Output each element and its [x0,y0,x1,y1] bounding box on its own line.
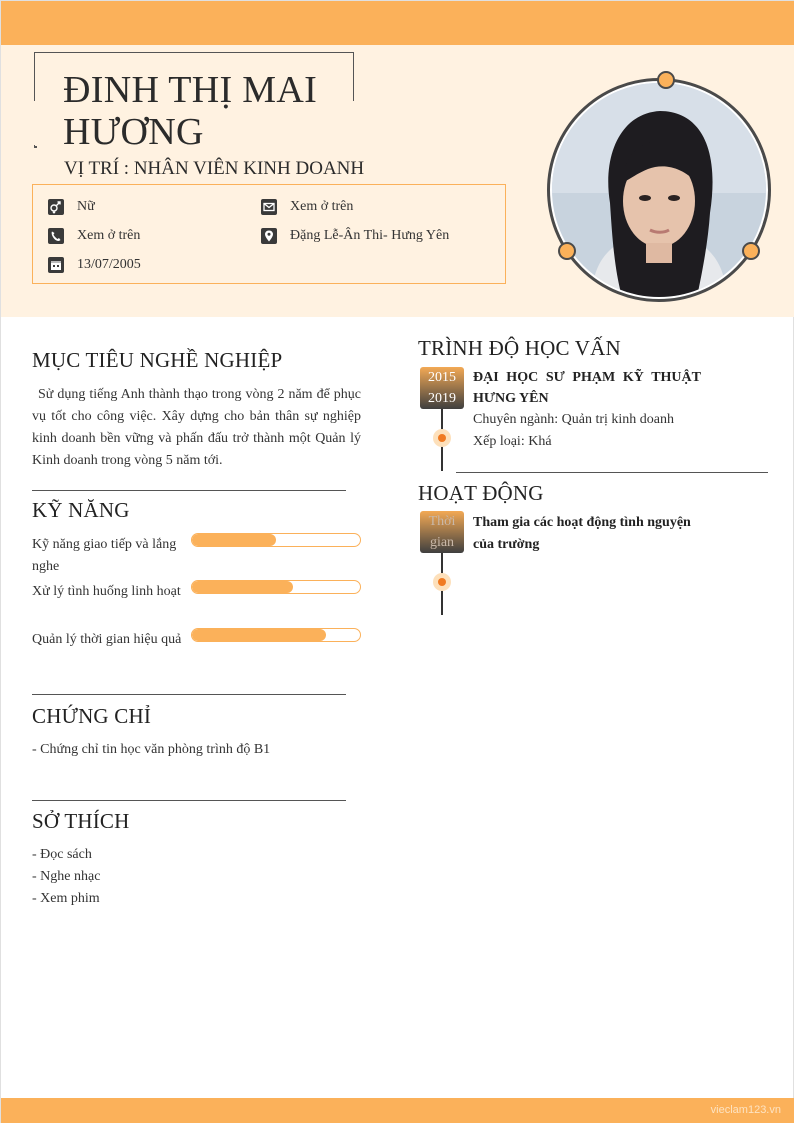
hobby-item: - Đọc sách [32,847,92,862]
calendar-icon [48,257,64,273]
avatar-dot [742,242,760,260]
avatar-dot [558,242,576,260]
objective-title: MỤC TIÊU NGHỀ NGHIỆP [32,348,283,372]
skills-title: KỸ NĂNG [32,498,130,522]
divider [32,800,346,801]
activity-text: Tham gia các hoạt động tình nguyện của trường [473,515,691,552]
skill-bar [191,533,361,547]
skill-label: Quản lý thời gian hiệu quả [32,632,182,647]
hobby-item: - Xem phim [32,891,100,906]
education-years: 2015 2019 [420,367,464,409]
divider [456,472,768,473]
skill-bar [191,628,361,642]
avatar-dot [657,71,675,89]
top-accent-bar [1,1,794,45]
mail-icon [261,199,277,215]
objective-text: Sử dụng tiếng Anh thành thạo trong vòng 2 năm để phục vụ tốt cho công việc. Xây dựng cho bản thân sự nghiệp kinh doanh bền vững và phấn đấu trở thành một Quản lý Kinh doanh trong vòng 5 năm tới. [32,387,361,468]
skill-label: Kỹ năng giao tiếp và lắng nghe [32,537,177,574]
bottom-accent-bar [1,1098,794,1123]
full-name: ĐINH THỊ MAI HƯƠNG [63,69,318,153]
timeline-dot [433,573,451,591]
watermark: vieclam123.vn [710,1104,781,1116]
certificate-item: - Chứng chỉ tin học văn phòng trình độ B1 [32,742,271,757]
location-icon [261,228,277,244]
contact-address: Đặng Lễ-Ân Thi- Hưng Yên [261,228,449,244]
contact-phone: Xem ở trên [48,228,140,244]
education-rank: Xếp loại: Khá [473,434,552,449]
activities-title: HOẠT ĐỘNG [418,481,544,505]
timeline-dot [433,429,451,447]
contact-gender: Nữ [48,199,95,215]
profile-photo [552,83,766,297]
contact-birthday: 13/07/2005 [48,257,141,273]
school-name: ĐẠI HỌC SƯ PHẠM KỸ THUẬT HƯNG YÊN [473,370,701,406]
avatar [547,78,771,302]
certificates-title: CHỨNG CHỈ [32,704,152,728]
hobbies-title: SỞ THÍCH [32,809,130,833]
job-position: VỊ TRÍ : NHÂN VIÊN KINH DOANH [64,158,365,179]
hobby-item: - Nghe nhạc [32,869,101,884]
gender-icon [48,199,64,215]
contact-email: Xem ở trên [261,199,353,215]
activity-time: Thời gian [420,511,464,553]
divider [32,694,346,695]
skill-label: Xử lý tình huống linh hoạt [32,584,181,599]
education-title: TRÌNH ĐỘ HỌC VẤN [418,336,621,360]
phone-icon [48,228,64,244]
skill-bar [191,580,361,594]
divider [32,490,346,491]
education-major: Chuyên ngành: Quản trị kinh doanh [473,412,675,427]
